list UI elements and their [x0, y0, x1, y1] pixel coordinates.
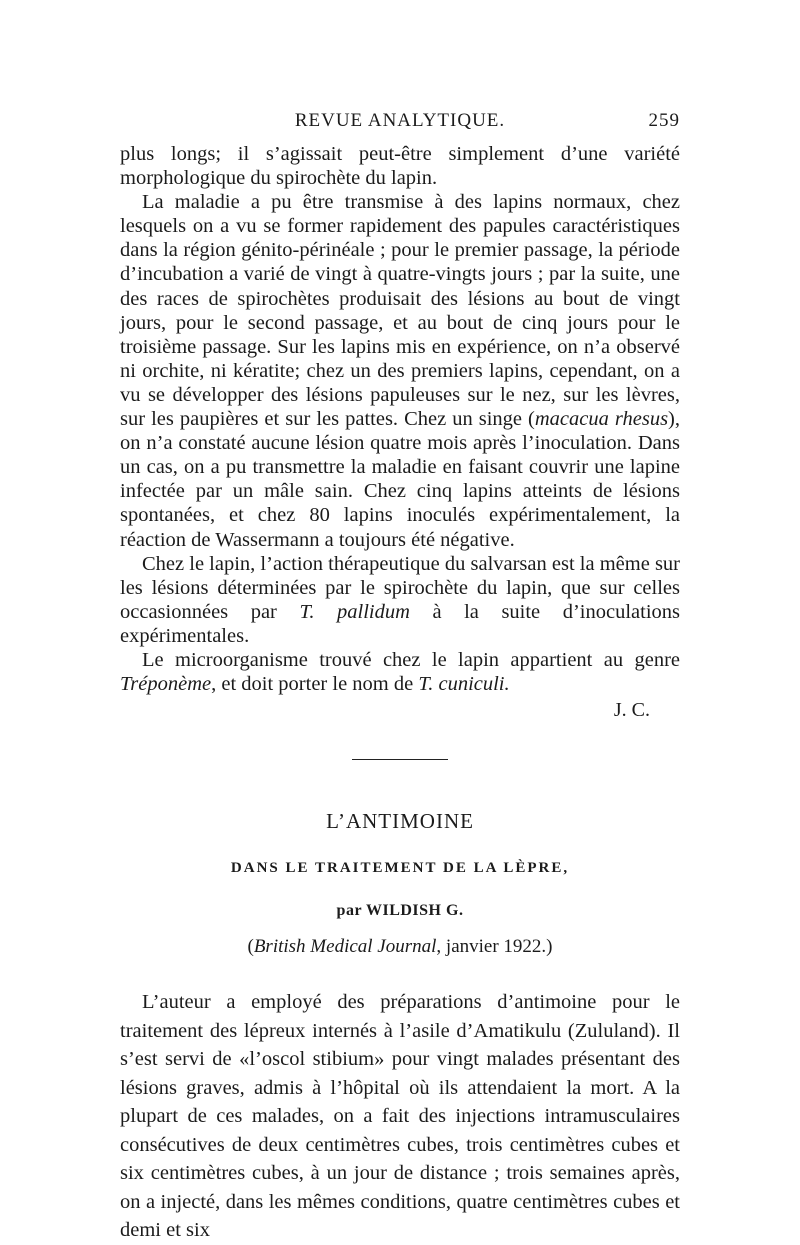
source-date: , janvier 1922.) [436, 936, 553, 958]
previous-article-body [120, 142, 680, 696]
italic-text: T. cuniculi. [418, 673, 510, 696]
text-run: La maladie a pu être transmise à des lapins normaux, chez lesquels on a vu se former rapidement des papules caractéristiques dans la région génito-périnéale ; pour le premier passage, la période d’incubation a varié de vingt à quatre-vingts jours ; par la suite, une des races de spirochètes produisait des lésions au bout de vingt jours, pour le second passage, et au bout de cinq jours pour le troisième passage. Sur les lapins mis en expérience, on n’a observé ni orchite, ni kératite; chez un des premiers lapins, cependant, on a vu se développer des lésions papuleuses sur le nez, sur les lèvres, sur les paupières et sur les pattes. Chez un singe ( [120, 191, 680, 431]
text-run: L’auteur a employé des préparations d’antimoine pour le traitement des lépreux internés à l’asile d’Amatikulu (Zululand). Il s’est servi de «l’oscol stibium» pour vingt malades présentant des lésions graves, admis à l’hôpital où ils attendaient la mort. A la plupart de ces malades, on a fait des injections intramusculaires consécutives de deux centimètres cubes, trois centimètres cubes et six centimètres cubes, à un jour de distance ; trois semaines après, on a injecté, dans les mêmes conditions, quatre centimètres cubes et demi et six [120, 991, 680, 1242]
text-run: , et doit porter le nom de [211, 673, 419, 696]
italic-text: T. pallidum [299, 600, 410, 623]
article-author: par WILDISH G. [336, 902, 464, 920]
text-run: ), on n’a constaté aucune lésion quatre mois après l’inoculation. Dans un cas, on a pu transmettre la maladie en faisant couvrir une lapine infectée par un mâle sain. Chez cinq lapins atteints de lésions spontanées, et chez 80 lapins inoculés expérimentalement, la réaction de Wassermann a toujours été négative. [120, 408, 680, 551]
running-title: REVUE ANALYTIQUE. [294, 110, 506, 131]
article-source [120, 936, 680, 958]
paragraph [120, 988, 680, 1245]
paragraph [120, 190, 680, 551]
paragraph [120, 142, 680, 190]
italic-text: macacua rhesus [534, 408, 669, 431]
article-body [120, 988, 680, 1245]
page [120, 110, 680, 1245]
article-title: L’ANTIMOINE [326, 809, 474, 834]
italic-text: Tréponème [120, 673, 212, 696]
article-subtitle: DANS LE TRAITEMENT DE LA LÈPRE, [230, 860, 570, 877]
text-run: Chez le lapin, l’action thérapeutique du salvarsan est la même sur les lésions déterminées par le spirochète du lapin, que sur celles occasionnées par [120, 552, 680, 623]
text-run: plus longs; il s’agissait peut-être simplement d’une variété morphologique du spirochète du lapin. [120, 143, 680, 190]
paragraph [120, 552, 680, 648]
author-initials: J. C. [613, 699, 650, 722]
text-run: Le microorganisme trouvé chez le lapin appartient au genre [142, 648, 680, 671]
running-header [120, 110, 680, 142]
source-journal: British Medical Journal [253, 936, 437, 958]
text-run: à la suite d’inoculations expérimentales. [120, 600, 680, 647]
source-open: ( [247, 936, 254, 958]
page-number: 259 [648, 110, 680, 131]
paragraph [120, 648, 680, 696]
section-divider [352, 759, 448, 760]
